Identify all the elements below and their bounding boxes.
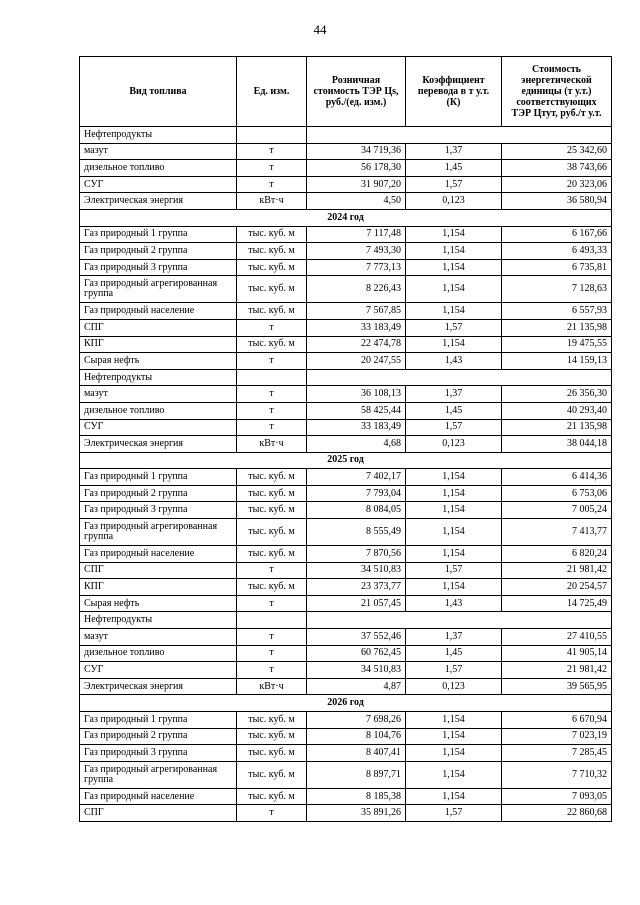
fuel-cost-table bbox=[79, 56, 612, 822]
fuel-name: Газ природный 3 группа bbox=[80, 745, 237, 762]
coefficient-cell: 1,154 bbox=[406, 469, 502, 486]
price-cell: 58 425,44 bbox=[307, 402, 406, 419]
fuel-name: Газ природный 1 группа bbox=[80, 712, 237, 729]
unit-cost-cell: 14 725,49 bbox=[502, 595, 612, 612]
fuel-name: дизельное топливо bbox=[80, 645, 237, 662]
unit-cell: т bbox=[237, 595, 307, 612]
unit-cost-cell: 38 743,66 bbox=[502, 160, 612, 177]
unit-cost-cell: 7 005,24 bbox=[502, 502, 612, 519]
table-row bbox=[80, 629, 612, 646]
header-unit: Ед. изм. bbox=[237, 57, 307, 127]
fuel-name: Газ природный 2 группа bbox=[80, 728, 237, 745]
fuel-name: мазут bbox=[80, 386, 237, 403]
fuel-name: Электрическая энергия bbox=[80, 436, 237, 453]
table-row bbox=[80, 788, 612, 805]
unit-cell: тыс. куб. м bbox=[237, 728, 307, 745]
fuel-name: СПГ bbox=[80, 562, 237, 579]
coefficient-cell: 1,154 bbox=[406, 336, 502, 353]
price-cell: 7 870,56 bbox=[307, 546, 406, 563]
unit-cell: т bbox=[237, 143, 307, 160]
category-row bbox=[80, 369, 612, 386]
category-row bbox=[80, 127, 612, 144]
table-row bbox=[80, 353, 612, 370]
unit-cell: тыс. куб. м bbox=[237, 226, 307, 243]
fuel-name: Газ природный население bbox=[80, 546, 237, 563]
unit-cell: т bbox=[237, 419, 307, 436]
price-cell: 8 555,49 bbox=[307, 519, 406, 546]
fuel-name: дизельное топливо bbox=[80, 402, 237, 419]
unit-cell: тыс. куб. м bbox=[237, 485, 307, 502]
unit-cost-cell: 14 159,13 bbox=[502, 353, 612, 370]
table-row bbox=[80, 761, 612, 788]
unit-cost-cell: 27 410,55 bbox=[502, 629, 612, 646]
table-row bbox=[80, 502, 612, 519]
fuel-name: СУГ bbox=[80, 176, 237, 193]
fuel-name: Газ природный агрегированная группа bbox=[80, 761, 237, 788]
unit-cell: т bbox=[237, 176, 307, 193]
unit-cell: т bbox=[237, 319, 307, 336]
category-row bbox=[80, 612, 612, 629]
table-row bbox=[80, 160, 612, 177]
unit-cost-cell: 6 414,36 bbox=[502, 469, 612, 486]
unit-cell: тыс. куб. м bbox=[237, 761, 307, 788]
table-row bbox=[80, 678, 612, 695]
unit-cost-cell: 6 167,66 bbox=[502, 226, 612, 243]
header-energy-unit-cost: Стоимость энергетической единицы (т у.т.) соответствующих ТЭР Цтут, руб./т у.т. bbox=[502, 57, 612, 127]
year-header-row bbox=[80, 695, 612, 712]
coefficient-cell: 1,57 bbox=[406, 805, 502, 822]
unit-cost-cell: 41 905,14 bbox=[502, 645, 612, 662]
empty-cell bbox=[307, 369, 612, 386]
empty-cell bbox=[237, 127, 307, 144]
fuel-name: дизельное топливо bbox=[80, 160, 237, 177]
fuel-name: мазут bbox=[80, 143, 237, 160]
coefficient-cell: 1,154 bbox=[406, 276, 502, 303]
coefficient-cell: 1,154 bbox=[406, 728, 502, 745]
year-header-row bbox=[80, 209, 612, 226]
price-cell: 8 407,41 bbox=[307, 745, 406, 762]
unit-cell: кВт·ч bbox=[237, 436, 307, 453]
unit-cell: тыс. куб. м bbox=[237, 259, 307, 276]
unit-cell: т bbox=[237, 386, 307, 403]
unit-cost-cell: 39 565,95 bbox=[502, 678, 612, 695]
header-retail-price: Розничная стоимость ТЭР Цs, руб./(ед. изм.) bbox=[307, 57, 406, 127]
table-row bbox=[80, 436, 612, 453]
coefficient-cell: 1,45 bbox=[406, 402, 502, 419]
unit-cost-cell: 22 860,68 bbox=[502, 805, 612, 822]
fuel-name: Газ природный 1 группа bbox=[80, 226, 237, 243]
price-cell: 7 698,26 bbox=[307, 712, 406, 729]
price-cell: 8 185,38 bbox=[307, 788, 406, 805]
fuel-name: СУГ bbox=[80, 662, 237, 679]
price-cell: 34 510,83 bbox=[307, 662, 406, 679]
price-cell: 8 084,05 bbox=[307, 502, 406, 519]
fuel-name: Газ природный 2 группа bbox=[80, 485, 237, 502]
coefficient-cell: 1,154 bbox=[406, 519, 502, 546]
fuel-name: Электрическая энергия bbox=[80, 193, 237, 210]
category-label: Нефтепродукты bbox=[80, 127, 237, 144]
unit-cell: тыс. куб. м bbox=[237, 546, 307, 563]
empty-cell bbox=[307, 612, 612, 629]
price-cell: 8 104,76 bbox=[307, 728, 406, 745]
table-row bbox=[80, 319, 612, 336]
table-body bbox=[80, 127, 612, 822]
table-row bbox=[80, 485, 612, 502]
table-row bbox=[80, 712, 612, 729]
table-row bbox=[80, 745, 612, 762]
year-label: 2024 год bbox=[80, 209, 612, 226]
price-cell: 56 178,30 bbox=[307, 160, 406, 177]
unit-cost-cell: 6 557,93 bbox=[502, 303, 612, 320]
unit-cost-cell: 7 413,77 bbox=[502, 519, 612, 546]
table-row bbox=[80, 259, 612, 276]
unit-cell: т bbox=[237, 662, 307, 679]
coefficient-cell: 1,45 bbox=[406, 645, 502, 662]
year-label: 2026 год bbox=[80, 695, 612, 712]
unit-cost-cell: 7 285,45 bbox=[502, 745, 612, 762]
fuel-name: СПГ bbox=[80, 805, 237, 822]
table-row bbox=[80, 386, 612, 403]
table-row bbox=[80, 176, 612, 193]
unit-cell: т bbox=[237, 562, 307, 579]
unit-cell: т bbox=[237, 645, 307, 662]
unit-cost-cell: 21 135,98 bbox=[502, 319, 612, 336]
header-fuel-type: Вид топлива bbox=[80, 57, 237, 127]
table-row bbox=[80, 276, 612, 303]
table-row bbox=[80, 805, 612, 822]
empty-cell bbox=[237, 612, 307, 629]
unit-cell: кВт·ч bbox=[237, 193, 307, 210]
fuel-name: Сырая нефть bbox=[80, 353, 237, 370]
coefficient-cell: 1,154 bbox=[406, 259, 502, 276]
price-cell: 7 567,85 bbox=[307, 303, 406, 320]
unit-cost-cell: 21 135,98 bbox=[502, 419, 612, 436]
coefficient-cell: 1,154 bbox=[406, 303, 502, 320]
coefficient-cell: 1,57 bbox=[406, 176, 502, 193]
unit-cost-cell: 40 293,40 bbox=[502, 402, 612, 419]
table-row bbox=[80, 419, 612, 436]
table-row bbox=[80, 546, 612, 563]
unit-cell: тыс. куб. м bbox=[237, 336, 307, 353]
table-row bbox=[80, 402, 612, 419]
fuel-name: СПГ bbox=[80, 319, 237, 336]
unit-cost-cell: 6 735,81 bbox=[502, 259, 612, 276]
unit-cell: тыс. куб. м bbox=[237, 243, 307, 260]
fuel-name: Газ природный 3 группа bbox=[80, 259, 237, 276]
coefficient-cell: 1,154 bbox=[406, 788, 502, 805]
coefficient-cell: 1,154 bbox=[406, 546, 502, 563]
page-number: 44 bbox=[313, 22, 327, 37]
unit-cost-cell: 20 323,06 bbox=[502, 176, 612, 193]
price-cell: 20 247,55 bbox=[307, 353, 406, 370]
price-cell: 60 762,45 bbox=[307, 645, 406, 662]
unit-cost-cell: 21 981,42 bbox=[502, 562, 612, 579]
coefficient-cell: 1,37 bbox=[406, 629, 502, 646]
price-cell: 4,87 bbox=[307, 678, 406, 695]
price-cell: 36 108,13 bbox=[307, 386, 406, 403]
category-label: Нефтепродукты bbox=[80, 612, 237, 629]
coefficient-cell: 1,57 bbox=[406, 419, 502, 436]
empty-cell bbox=[307, 127, 612, 144]
coefficient-cell: 1,43 bbox=[406, 595, 502, 612]
unit-cost-cell: 7 128,63 bbox=[502, 276, 612, 303]
price-cell: 34 719,36 bbox=[307, 143, 406, 160]
price-cell: 7 493,30 bbox=[307, 243, 406, 260]
unit-cost-cell: 6 493,33 bbox=[502, 243, 612, 260]
unit-cost-cell: 6 820,24 bbox=[502, 546, 612, 563]
coefficient-cell: 1,154 bbox=[406, 745, 502, 762]
price-cell: 33 183,49 bbox=[307, 319, 406, 336]
unit-cell: тыс. куб. м bbox=[237, 502, 307, 519]
year-header-row bbox=[80, 452, 612, 469]
coefficient-cell: 1,57 bbox=[406, 662, 502, 679]
table-row bbox=[80, 469, 612, 486]
price-cell: 7 402,17 bbox=[307, 469, 406, 486]
coefficient-cell: 0,123 bbox=[406, 193, 502, 210]
fuel-name: Газ природный 2 группа bbox=[80, 243, 237, 260]
price-cell: 8 897,71 bbox=[307, 761, 406, 788]
unit-cell: т bbox=[237, 353, 307, 370]
table-row bbox=[80, 243, 612, 260]
unit-cell: тыс. куб. м bbox=[237, 745, 307, 762]
unit-cell: тыс. куб. м bbox=[237, 276, 307, 303]
table-row bbox=[80, 662, 612, 679]
category-label: Нефтепродукты bbox=[80, 369, 237, 386]
coefficient-cell: 0,123 bbox=[406, 436, 502, 453]
unit-cell: т bbox=[237, 160, 307, 177]
coefficient-cell: 1,154 bbox=[406, 226, 502, 243]
price-cell: 34 510,83 bbox=[307, 562, 406, 579]
fuel-name: Газ природный агрегированная группа bbox=[80, 519, 237, 546]
table-row bbox=[80, 595, 612, 612]
coefficient-cell: 1,154 bbox=[406, 761, 502, 788]
coefficient-cell: 0,123 bbox=[406, 678, 502, 695]
unit-cost-cell: 25 342,60 bbox=[502, 143, 612, 160]
header-conversion-coefficient: Коэффициент перевода в т у.т. (К) bbox=[406, 57, 502, 127]
price-cell: 4,50 bbox=[307, 193, 406, 210]
price-cell: 7 773,13 bbox=[307, 259, 406, 276]
price-cell: 31 907,20 bbox=[307, 176, 406, 193]
table-row bbox=[80, 193, 612, 210]
fuel-name: КПГ bbox=[80, 579, 237, 596]
unit-cost-cell: 7 710,32 bbox=[502, 761, 612, 788]
fuel-name: СУГ bbox=[80, 419, 237, 436]
unit-cell: тыс. куб. м bbox=[237, 712, 307, 729]
fuel-name: КПГ bbox=[80, 336, 237, 353]
table-row bbox=[80, 728, 612, 745]
fuel-name: Электрическая энергия bbox=[80, 678, 237, 695]
fuel-name: Газ природный агрегированная группа bbox=[80, 276, 237, 303]
price-cell: 22 474,78 bbox=[307, 336, 406, 353]
price-cell: 8 226,43 bbox=[307, 276, 406, 303]
coefficient-cell: 1,57 bbox=[406, 319, 502, 336]
unit-cell: тыс. куб. м bbox=[237, 303, 307, 320]
table-row bbox=[80, 519, 612, 546]
empty-cell bbox=[237, 369, 307, 386]
price-cell: 35 891,26 bbox=[307, 805, 406, 822]
unit-cost-cell: 21 981,42 bbox=[502, 662, 612, 679]
table-row bbox=[80, 303, 612, 320]
price-cell: 23 373,77 bbox=[307, 579, 406, 596]
coefficient-cell: 1,43 bbox=[406, 353, 502, 370]
unit-cost-cell: 26 356,30 bbox=[502, 386, 612, 403]
fuel-name: Газ природный население bbox=[80, 788, 237, 805]
price-cell: 7 117,48 bbox=[307, 226, 406, 243]
coefficient-cell: 1,154 bbox=[406, 579, 502, 596]
unit-cost-cell: 20 254,57 bbox=[502, 579, 612, 596]
coefficient-cell: 1,37 bbox=[406, 143, 502, 160]
coefficient-cell: 1,37 bbox=[406, 386, 502, 403]
price-cell: 21 057,45 bbox=[307, 595, 406, 612]
unit-cell: тыс. куб. м bbox=[237, 579, 307, 596]
table-header-row bbox=[80, 57, 612, 127]
fuel-name: Газ природный 1 группа bbox=[80, 469, 237, 486]
unit-cost-cell: 36 580,94 bbox=[502, 193, 612, 210]
coefficient-cell: 1,154 bbox=[406, 243, 502, 260]
table-row bbox=[80, 562, 612, 579]
table-row bbox=[80, 143, 612, 160]
table-row bbox=[80, 645, 612, 662]
unit-cost-cell: 6 670,94 bbox=[502, 712, 612, 729]
unit-cost-cell: 7 093,05 bbox=[502, 788, 612, 805]
unit-cell: т bbox=[237, 402, 307, 419]
coefficient-cell: 1,45 bbox=[406, 160, 502, 177]
coefficient-cell: 1,154 bbox=[406, 502, 502, 519]
fuel-name: Газ природный 3 группа bbox=[80, 502, 237, 519]
price-cell: 37 552,46 bbox=[307, 629, 406, 646]
fuel-name: Сырая нефть bbox=[80, 595, 237, 612]
table-row bbox=[80, 226, 612, 243]
fuel-name: мазут bbox=[80, 629, 237, 646]
unit-cost-cell: 19 475,55 bbox=[502, 336, 612, 353]
unit-cell: тыс. куб. м bbox=[237, 519, 307, 546]
unit-cell: т bbox=[237, 805, 307, 822]
unit-cost-cell: 38 044,18 bbox=[502, 436, 612, 453]
unit-cost-cell: 6 753,06 bbox=[502, 485, 612, 502]
table-row bbox=[80, 336, 612, 353]
coefficient-cell: 1,57 bbox=[406, 562, 502, 579]
coefficient-cell: 1,154 bbox=[406, 712, 502, 729]
unit-cell: тыс. куб. м bbox=[237, 469, 307, 486]
unit-cost-cell: 7 023,19 bbox=[502, 728, 612, 745]
price-cell: 33 183,49 bbox=[307, 419, 406, 436]
unit-cell: тыс. куб. м bbox=[237, 788, 307, 805]
unit-cell: т bbox=[237, 629, 307, 646]
fuel-name: Газ природный население bbox=[80, 303, 237, 320]
unit-cell: кВт·ч bbox=[237, 678, 307, 695]
coefficient-cell: 1,154 bbox=[406, 485, 502, 502]
price-cell: 4,68 bbox=[307, 436, 406, 453]
table-row bbox=[80, 579, 612, 596]
year-label: 2025 год bbox=[80, 452, 612, 469]
price-cell: 7 793,04 bbox=[307, 485, 406, 502]
